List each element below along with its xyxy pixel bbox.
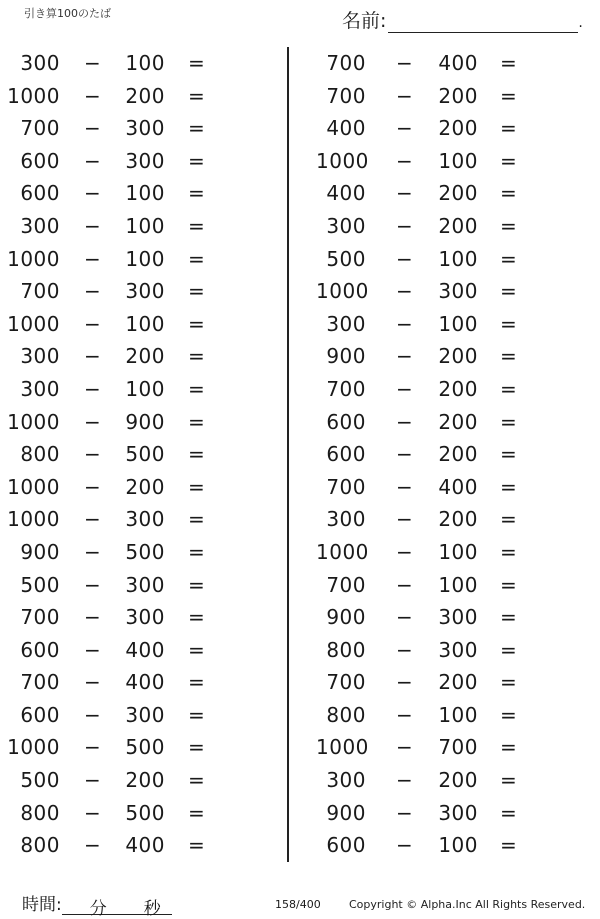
- problem-row: [316, 797, 586, 830]
- subtrahend: 500: [125, 442, 165, 467]
- minus-sign: −: [396, 735, 414, 760]
- problem-row: [316, 243, 586, 276]
- equals-sign: =: [500, 735, 518, 760]
- equals-sign: =: [188, 246, 206, 271]
- equals-sign: =: [188, 637, 206, 662]
- minus-sign: −: [84, 279, 102, 304]
- minuend: 800: [20, 442, 60, 467]
- minus-sign: −: [84, 572, 102, 597]
- equals-sign: =: [500, 572, 518, 597]
- subtrahend: 400: [125, 637, 165, 662]
- subtrahend: 100: [125, 246, 165, 271]
- problems-left-column: [0, 47, 270, 862]
- seconds-label: 秒: [143, 899, 161, 919]
- minus-sign: −: [84, 376, 102, 401]
- subtrahend: 200: [438, 376, 478, 401]
- subtrahend: 100: [125, 376, 165, 401]
- subtrahend: 200: [438, 181, 478, 206]
- problem-row: [0, 666, 270, 699]
- minuend: 700: [20, 116, 60, 141]
- minuend: 600: [20, 148, 60, 173]
- equals-sign: =: [188, 344, 206, 369]
- minus-sign: −: [396, 246, 414, 271]
- minuend: 300: [326, 213, 366, 238]
- problem-row: [316, 210, 586, 243]
- problem-row: [316, 47, 586, 80]
- problem-row: [0, 373, 270, 406]
- subtrahend: 200: [438, 507, 478, 532]
- minuend: 600: [326, 442, 366, 467]
- minuend: 1000: [7, 507, 60, 532]
- problem-row: [0, 797, 270, 830]
- problem-row: [316, 308, 586, 341]
- subtrahend: 200: [438, 670, 478, 695]
- subtrahend: 500: [125, 735, 165, 760]
- problem-row: [316, 764, 586, 797]
- subtrahend: 300: [125, 605, 165, 630]
- minus-sign: −: [396, 800, 414, 825]
- equals-sign: =: [500, 702, 518, 727]
- minus-sign: −: [396, 670, 414, 695]
- equals-sign: =: [188, 213, 206, 238]
- equals-sign: =: [500, 474, 518, 499]
- problem-row: [0, 438, 270, 471]
- problem-row: [316, 731, 586, 764]
- equals-sign: =: [188, 83, 206, 108]
- equals-sign: =: [500, 279, 518, 304]
- subtrahend: 300: [125, 279, 165, 304]
- minuend: 300: [20, 344, 60, 369]
- equals-sign: =: [188, 572, 206, 597]
- problem-row: [316, 112, 586, 145]
- problem-row: [316, 503, 586, 536]
- problem-row: [316, 406, 586, 439]
- subtrahend: 300: [125, 116, 165, 141]
- subtrahend: 100: [438, 539, 478, 564]
- minuend: 700: [20, 670, 60, 695]
- subtrahend: 100: [125, 311, 165, 336]
- minuend: 800: [326, 702, 366, 727]
- minuend: 1000: [7, 83, 60, 108]
- subtrahend: 200: [438, 768, 478, 793]
- minuend: 1000: [316, 539, 369, 564]
- minus-sign: −: [84, 442, 102, 467]
- subtrahend: 200: [125, 768, 165, 793]
- minus-sign: −: [396, 409, 414, 434]
- subtrahend: 200: [438, 83, 478, 108]
- minus-sign: −: [396, 442, 414, 467]
- minuend: 600: [326, 833, 366, 858]
- subtrahend: 300: [438, 279, 478, 304]
- subtrahend: 200: [125, 83, 165, 108]
- subtrahend: 300: [438, 605, 478, 630]
- problem-row: [0, 243, 270, 276]
- problem-row: [316, 699, 586, 732]
- minus-sign: −: [396, 51, 414, 75]
- minuend: 1000: [316, 735, 369, 760]
- equals-sign: =: [188, 735, 206, 760]
- minus-sign: −: [396, 116, 414, 141]
- minus-sign: −: [84, 51, 102, 75]
- equals-sign: =: [188, 116, 206, 141]
- minus-sign: −: [396, 83, 414, 108]
- equals-sign: =: [500, 246, 518, 271]
- minus-sign: −: [396, 474, 414, 499]
- minus-sign: −: [84, 539, 102, 564]
- name-blank[interactable]: [388, 14, 578, 33]
- equals-sign: =: [188, 474, 206, 499]
- problem-row: [316, 601, 586, 634]
- minus-sign: −: [396, 148, 414, 173]
- problem-row: [316, 471, 586, 504]
- minus-sign: −: [396, 637, 414, 662]
- minus-sign: −: [396, 181, 414, 206]
- minutes-label: 分: [89, 899, 107, 919]
- minus-sign: −: [396, 702, 414, 727]
- minuend: 300: [20, 376, 60, 401]
- minuend: 1000: [7, 409, 60, 434]
- equals-sign: =: [500, 376, 518, 401]
- time-blank[interactable]: [62, 894, 172, 919]
- minus-sign: −: [396, 605, 414, 630]
- equals-sign: =: [188, 311, 206, 336]
- equals-sign: =: [500, 833, 518, 858]
- equals-sign: =: [188, 800, 206, 825]
- subtrahend: 200: [438, 116, 478, 141]
- problem-row: [316, 80, 586, 113]
- problem-row: [0, 47, 270, 80]
- equals-sign: =: [188, 376, 206, 401]
- equals-sign: =: [500, 605, 518, 630]
- equals-sign: =: [500, 637, 518, 662]
- minus-sign: −: [84, 474, 102, 499]
- subtrahend: 500: [125, 800, 165, 825]
- problem-row: [0, 340, 270, 373]
- subtrahend: 100: [438, 311, 478, 336]
- problem-row: [0, 699, 270, 732]
- subtrahend: 400: [438, 474, 478, 499]
- time-label: 時間:: [22, 895, 62, 915]
- minuend: 700: [326, 376, 366, 401]
- minuend: 800: [20, 833, 60, 858]
- minuend: 300: [326, 768, 366, 793]
- subtrahend: 300: [125, 572, 165, 597]
- minus-sign: −: [84, 507, 102, 532]
- minuend: 900: [326, 800, 366, 825]
- name-dot: .: [578, 15, 583, 31]
- equals-sign: =: [188, 409, 206, 434]
- copyright-text: Copyright © Alpha.Inc All Rights Reserved.: [349, 898, 586, 911]
- subtrahend: 300: [125, 507, 165, 532]
- equals-sign: =: [500, 539, 518, 564]
- minus-sign: −: [396, 344, 414, 369]
- problem-row: [0, 569, 270, 602]
- minus-sign: −: [84, 768, 102, 793]
- minus-sign: −: [396, 279, 414, 304]
- subtrahend: 300: [438, 637, 478, 662]
- minuend: 700: [20, 279, 60, 304]
- minus-sign: −: [84, 116, 102, 141]
- minuend: 500: [326, 246, 366, 271]
- minuend: 700: [20, 605, 60, 630]
- minuend: 300: [20, 51, 60, 75]
- minuend: 300: [326, 507, 366, 532]
- problem-row: [316, 829, 586, 862]
- page-number: 158/400: [275, 898, 321, 911]
- problem-row: [316, 666, 586, 699]
- subtrahend: 300: [125, 702, 165, 727]
- subtrahend: 300: [438, 800, 478, 825]
- minuend: 400: [326, 181, 366, 206]
- equals-sign: =: [500, 116, 518, 141]
- minuend: 700: [326, 572, 366, 597]
- equals-sign: =: [500, 311, 518, 336]
- minuend: 600: [326, 409, 366, 434]
- minus-sign: −: [396, 539, 414, 564]
- problem-row: [0, 177, 270, 210]
- minuend: 1000: [7, 735, 60, 760]
- equals-sign: =: [188, 670, 206, 695]
- equals-sign: =: [500, 507, 518, 532]
- equals-sign: =: [500, 344, 518, 369]
- time-field: [22, 890, 172, 919]
- problem-row: [0, 210, 270, 243]
- problem-row: [316, 340, 586, 373]
- minuend: 1000: [7, 246, 60, 271]
- subtrahend: 100: [438, 572, 478, 597]
- equals-sign: =: [188, 181, 206, 206]
- minuend: 400: [326, 116, 366, 141]
- problem-row: [0, 764, 270, 797]
- problem-row: [0, 601, 270, 634]
- minuend: 300: [20, 213, 60, 238]
- minus-sign: −: [84, 702, 102, 727]
- problem-row: [0, 634, 270, 667]
- equals-sign: =: [500, 213, 518, 238]
- column-divider: [287, 47, 289, 862]
- minuend: 700: [326, 83, 366, 108]
- minus-sign: −: [84, 735, 102, 760]
- problem-row: [0, 471, 270, 504]
- minuend: 600: [20, 637, 60, 662]
- minus-sign: −: [396, 768, 414, 793]
- problem-row: [0, 112, 270, 145]
- minus-sign: −: [84, 344, 102, 369]
- equals-sign: =: [500, 442, 518, 467]
- equals-sign: =: [500, 83, 518, 108]
- problem-row: [316, 373, 586, 406]
- equals-sign: =: [188, 148, 206, 173]
- minuend: 700: [326, 51, 366, 75]
- problem-row: [0, 406, 270, 439]
- minuend: 900: [326, 344, 366, 369]
- minuend: 1000: [316, 279, 369, 304]
- problems-right-column: [316, 47, 586, 862]
- equals-sign: =: [188, 507, 206, 532]
- minus-sign: −: [396, 833, 414, 858]
- problem-row: [316, 569, 586, 602]
- equals-sign: =: [500, 181, 518, 206]
- minuend: 900: [326, 605, 366, 630]
- subtrahend: 900: [125, 409, 165, 434]
- subtrahend: 400: [125, 670, 165, 695]
- problem-row: [316, 275, 586, 308]
- minuend: 300: [326, 311, 366, 336]
- equals-sign: =: [500, 51, 518, 75]
- subtrahend: 200: [438, 344, 478, 369]
- minus-sign: −: [84, 637, 102, 662]
- minus-sign: −: [396, 572, 414, 597]
- name-label: 名前:: [342, 10, 387, 32]
- subtrahend: 100: [125, 51, 165, 75]
- minus-sign: −: [84, 181, 102, 206]
- minus-sign: −: [84, 833, 102, 858]
- equals-sign: =: [188, 605, 206, 630]
- minuend: 800: [326, 637, 366, 662]
- equals-sign: =: [188, 442, 206, 467]
- equals-sign: =: [500, 800, 518, 825]
- minuend: 500: [20, 572, 60, 597]
- equals-sign: =: [188, 768, 206, 793]
- problem-row: [0, 829, 270, 862]
- equals-sign: =: [500, 148, 518, 173]
- problem-row: [0, 536, 270, 569]
- subtrahend: 400: [125, 833, 165, 858]
- minus-sign: −: [84, 246, 102, 271]
- minus-sign: −: [84, 83, 102, 108]
- subtrahend: 300: [125, 148, 165, 173]
- minus-sign: −: [84, 311, 102, 336]
- subtrahend: 100: [438, 833, 478, 858]
- problem-row: [0, 80, 270, 113]
- problem-row: [0, 503, 270, 536]
- problem-row: [0, 145, 270, 178]
- name-field-area: [342, 6, 583, 33]
- subtrahend: 200: [438, 442, 478, 467]
- problem-row: [316, 438, 586, 471]
- equals-sign: =: [188, 702, 206, 727]
- subtrahend: 100: [438, 246, 478, 271]
- minus-sign: −: [396, 376, 414, 401]
- minuend: 900: [20, 539, 60, 564]
- minus-sign: −: [84, 148, 102, 173]
- problem-row: [0, 275, 270, 308]
- worksheet-title: 引き算100のたば: [24, 7, 111, 20]
- subtrahend: 100: [125, 213, 165, 238]
- subtrahend: 500: [125, 539, 165, 564]
- subtrahend: 400: [438, 51, 478, 75]
- problem-row: [0, 308, 270, 341]
- subtrahend: 100: [438, 148, 478, 173]
- minuend: 1000: [7, 311, 60, 336]
- subtrahend: 100: [125, 181, 165, 206]
- minus-sign: −: [396, 311, 414, 336]
- equals-sign: =: [188, 279, 206, 304]
- problem-row: [0, 731, 270, 764]
- minuend: 800: [20, 800, 60, 825]
- subtrahend: 200: [125, 474, 165, 499]
- minuend: 1000: [7, 474, 60, 499]
- minus-sign: −: [84, 800, 102, 825]
- minuend: 700: [326, 670, 366, 695]
- subtrahend: 200: [438, 409, 478, 434]
- problem-row: [316, 177, 586, 210]
- equals-sign: =: [188, 833, 206, 858]
- equals-sign: =: [188, 539, 206, 564]
- minus-sign: −: [396, 213, 414, 238]
- minuend: 1000: [316, 148, 369, 173]
- minuend: 700: [326, 474, 366, 499]
- equals-sign: =: [500, 409, 518, 434]
- problem-row: [316, 536, 586, 569]
- minus-sign: −: [396, 507, 414, 532]
- minus-sign: −: [84, 409, 102, 434]
- equals-sign: =: [188, 51, 206, 75]
- equals-sign: =: [500, 768, 518, 793]
- problem-row: [316, 634, 586, 667]
- minus-sign: −: [84, 213, 102, 238]
- subtrahend: 200: [438, 213, 478, 238]
- problem-row: [316, 145, 586, 178]
- equals-sign: =: [500, 670, 518, 695]
- minus-sign: −: [84, 670, 102, 695]
- minuend: 500: [20, 768, 60, 793]
- subtrahend: 200: [125, 344, 165, 369]
- subtrahend: 700: [438, 735, 478, 760]
- minus-sign: −: [84, 605, 102, 630]
- minuend: 600: [20, 702, 60, 727]
- subtrahend: 100: [438, 702, 478, 727]
- minuend: 600: [20, 181, 60, 206]
